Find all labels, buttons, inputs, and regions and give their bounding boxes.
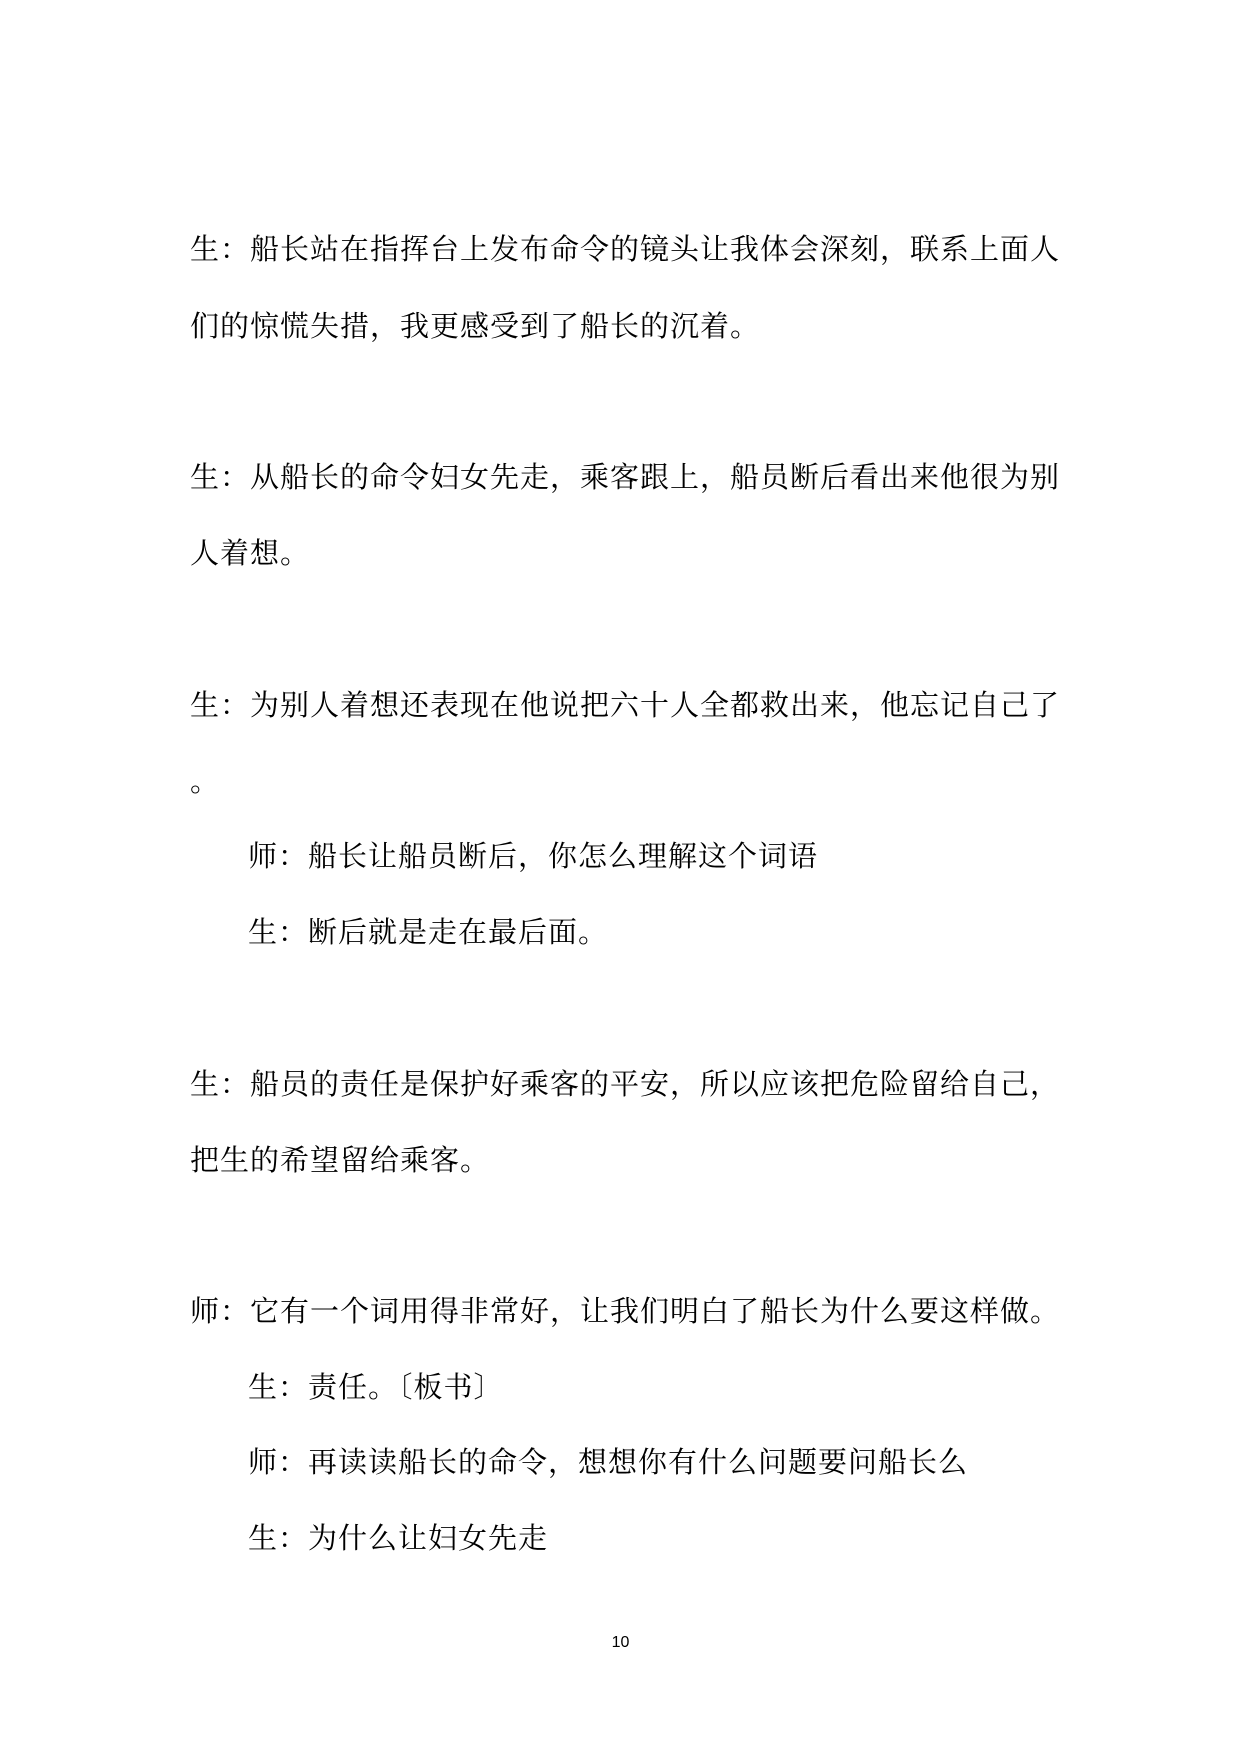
paragraph-line: 生：为别人着想还表现在他说把六十人全都救出来，他忘记自己了 bbox=[190, 688, 1061, 722]
paragraph-line: 生：为什么让妇女先走 bbox=[248, 1521, 549, 1555]
paragraph-line: 们的惊慌失措，我更感受到了船长的沉着。 bbox=[190, 309, 761, 343]
paragraph-line: 师：再读读船长的命令，想想你有什么问题要问船长么 bbox=[248, 1445, 969, 1479]
paragraph-line: 生：断后就是走在最后面。 bbox=[248, 915, 609, 949]
paragraph-line: 生：从船长的命令妇女先走，乘客跟上，船员断后看出来他很为别 bbox=[190, 460, 1061, 494]
paragraph-line: 。 bbox=[190, 764, 221, 798]
paragraph-line: 师：船长让船员断后，你怎么理解这个词语 bbox=[248, 839, 819, 873]
paragraph-line: 生：船长站在指挥台上发布命令的镜头让我体会深刻，联系上面人 bbox=[190, 232, 1061, 266]
paragraph-line: 师：它有一个词用得非常好，让我们明白了船长为什么要这样做。 bbox=[190, 1294, 1061, 1328]
page-number: 10 bbox=[611, 1634, 630, 1651]
paragraph-line: 把生的希望留给乘客。 bbox=[190, 1143, 491, 1177]
paragraph-line: 生：船员的责任是保护好乘客的平安，所以应该把危险留给自己， bbox=[190, 1067, 1061, 1101]
paragraph-line: 人着想。 bbox=[190, 536, 311, 570]
paragraph-line: 生：责任。〔板书〕 bbox=[248, 1370, 504, 1404]
